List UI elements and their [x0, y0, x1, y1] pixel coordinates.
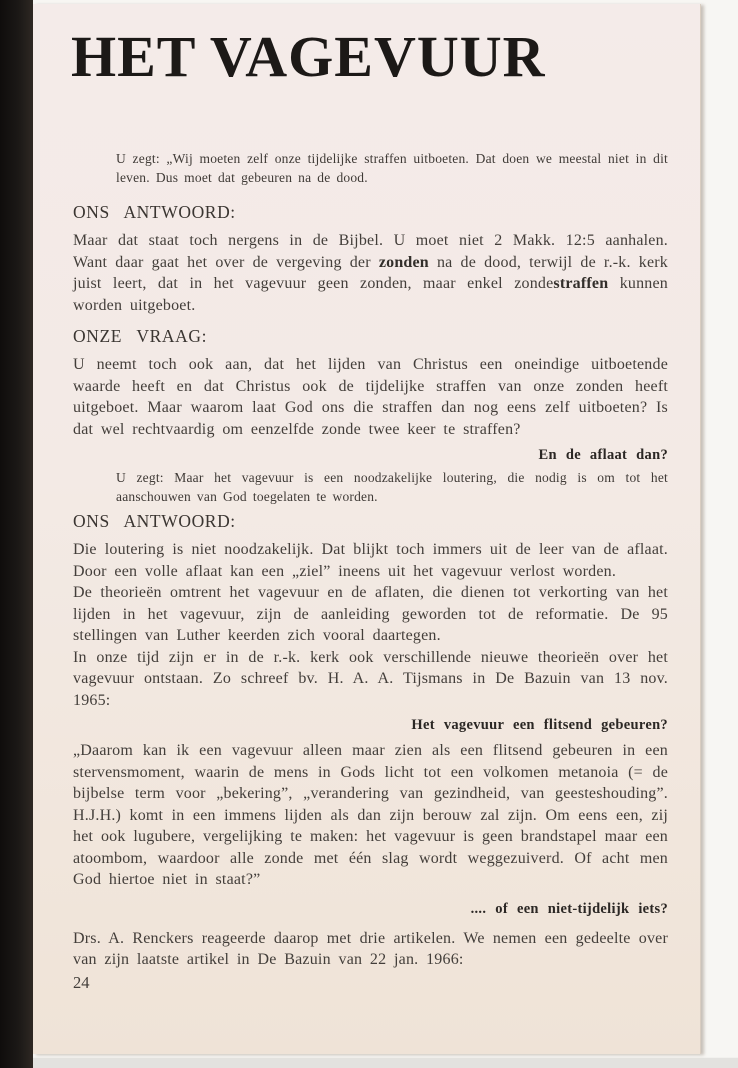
page-title: HET VAGEVUUR: [71, 24, 546, 89]
book-page: [33, 4, 701, 1054]
section-heading-answer-1: ONS ANTWOORD:: [73, 202, 236, 222]
body-paragraph-2: U neemt toch ook aan, dat het lijden van Christus een oneindige uitboetende waarde heeft en dat Christus ook de tijdelijke straffen van onze zonden heeft uitgeboet. Maar waarom laat God ons die straffen dan nog eens zelf uitboeten? Is dat wel rechtvaardig om eenzelfde zonde twee keer te straffen?: [73, 356, 668, 438]
scan-background-strip: [33, 1057, 738, 1068]
body-paragraph-7: Drs. A. Renckers reageerde daarop met drie artikelen. We nemen een gedeelte over van zijn laatste artikel in De Bazuin van 22 jan. 1966:: [73, 929, 668, 968]
book-spine-shadow: [0, 0, 33, 1068]
paragraph-1-text-a: Maar dat staat toch nergens in de Bijbel. U moet niet 2 Makk. 12:5 aanhalen. Want daar gaat het over de vergeving der: [73, 232, 668, 271]
body-paragraph-4: De theorieën omtrent het vagevuur en de aflaten, die dienen tot verkorting van het lijden in het vagevuur, zijn de aanleiding geworden tot de reformatie. De 95 stellingen van Luther keerden zich vooral daartegen.: [73, 584, 668, 644]
right-subheading-aflaat: En de aflaat dan?: [538, 447, 668, 463]
right-subheading-niet-tijdelijk: .... of een niet-tijdelijk iets?: [470, 900, 668, 917]
indented-quote-objection-1: U zegt: „Wij moeten zelf onze tijdelijke straffen uitboeten. Dat doen we meestal niet in dit leven. Dus moet dat gebeuren na de dood.: [116, 151, 668, 185]
body-paragraph-6-tijsmans-quote: „Daarom kan ik een vagevuur alleen maar zien als een flitsend gebeuren in een stervensmoment, waarin de mens in Gods licht tot een volkomen metanoia (= de bijbelse term voor „bekering”, „verandering van gezindheid, van geesteshouding”. H.J.H.) komt in een immens lijden als dan zijn berouw zal zijn. Om eens een, zij het ook lugubere, vergelijking te maken: het vagevuur is geen brandstapel maar een atoombom, waardoor alle zonde met één slag wordt weggezuiverd. Of acht men God hiertoe niet in staat?”: [73, 742, 668, 888]
indented-quote-objection-2: U zegt: Maar het vagevuur is een noodzakelijke loutering, die nodig is om tot het aanschouwen van God toegelaten te worden.: [116, 470, 668, 504]
page-number: 24: [73, 972, 90, 992]
body-paragraph-3: Die loutering is niet noodzakelijk. Dat blijkt toch immers uit de leer van de aflaat. Door een volle aflaat kan een „ziel” ineens uit het vagevuur verlost worden.: [73, 541, 668, 580]
paragraph-1-bold-straffen: straffen: [553, 275, 609, 292]
paragraph-1-text-c: na de dood, terwijl de r.-k. kerk juist leert, dat in het vagevuur geen zonden, maar enkel zonde: [73, 253, 668, 292]
paragraph-1-bold-zonden: zonden: [378, 253, 429, 271]
paragraph-1-text-e: kunnen worden uitgeboet.: [73, 275, 669, 314]
section-heading-answer-2: ONS ANTWOORD:: [73, 511, 236, 531]
section-heading-question: ONZE VRAAG:: [73, 326, 208, 346]
body-paragraph-5: In onze tijd zijn er in de r.-k. kerk ook verschillende nieuwe theorieën over het vagevuur ontstaan. Zo schreef bv. H. A. A. Tijsmans in De Bazuin van 13 nov. 1965:: [73, 648, 668, 709]
right-subheading-flitsend: Het vagevuur een flitsend gebeuren?: [411, 717, 668, 733]
body-paragraph-1: [73, 230, 668, 316]
